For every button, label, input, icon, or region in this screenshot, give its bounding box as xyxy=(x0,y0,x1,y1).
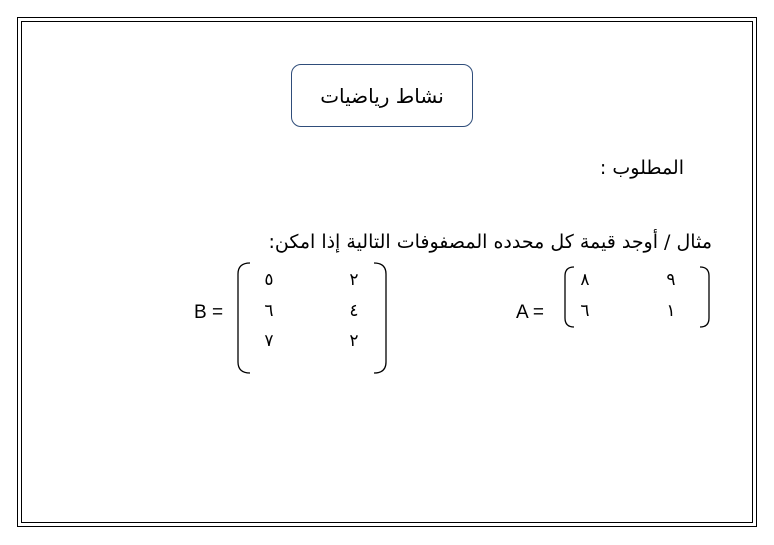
matrix-b-cell: ٧ xyxy=(264,331,274,351)
matrix-b-cell: ٥ xyxy=(264,270,274,290)
matrix-b-cell: ٤ xyxy=(349,301,359,321)
matrix-a-cell: ٦ xyxy=(580,301,590,321)
matrix-a-cell: ٩ xyxy=(666,270,676,290)
matrix-b-right-bracket xyxy=(372,262,388,374)
matrix-a-label: A = xyxy=(516,302,544,323)
matrix-b-cell: ٢ xyxy=(349,331,359,351)
matrix-b-left-bracket xyxy=(236,262,252,374)
matrix-b-cell: ٦ xyxy=(264,301,274,321)
matrix-a-cell: ٨ xyxy=(580,270,590,290)
required-heading: المطلوب : xyxy=(599,157,684,179)
matrix-a-right-bracket xyxy=(698,266,712,328)
example-question: مثال / أوجد قيمة كل محدده المصفوفات التالية إذا امكن: xyxy=(268,231,712,253)
title-box xyxy=(291,64,473,127)
page-title: نشاط رياضيات xyxy=(320,83,444,108)
matrix-b-cell: ٢ xyxy=(349,270,359,290)
matrix-a-cell: ١ xyxy=(666,301,676,321)
matrix-b-label: B = xyxy=(194,302,224,323)
matrix-a-left-bracket xyxy=(562,266,576,328)
